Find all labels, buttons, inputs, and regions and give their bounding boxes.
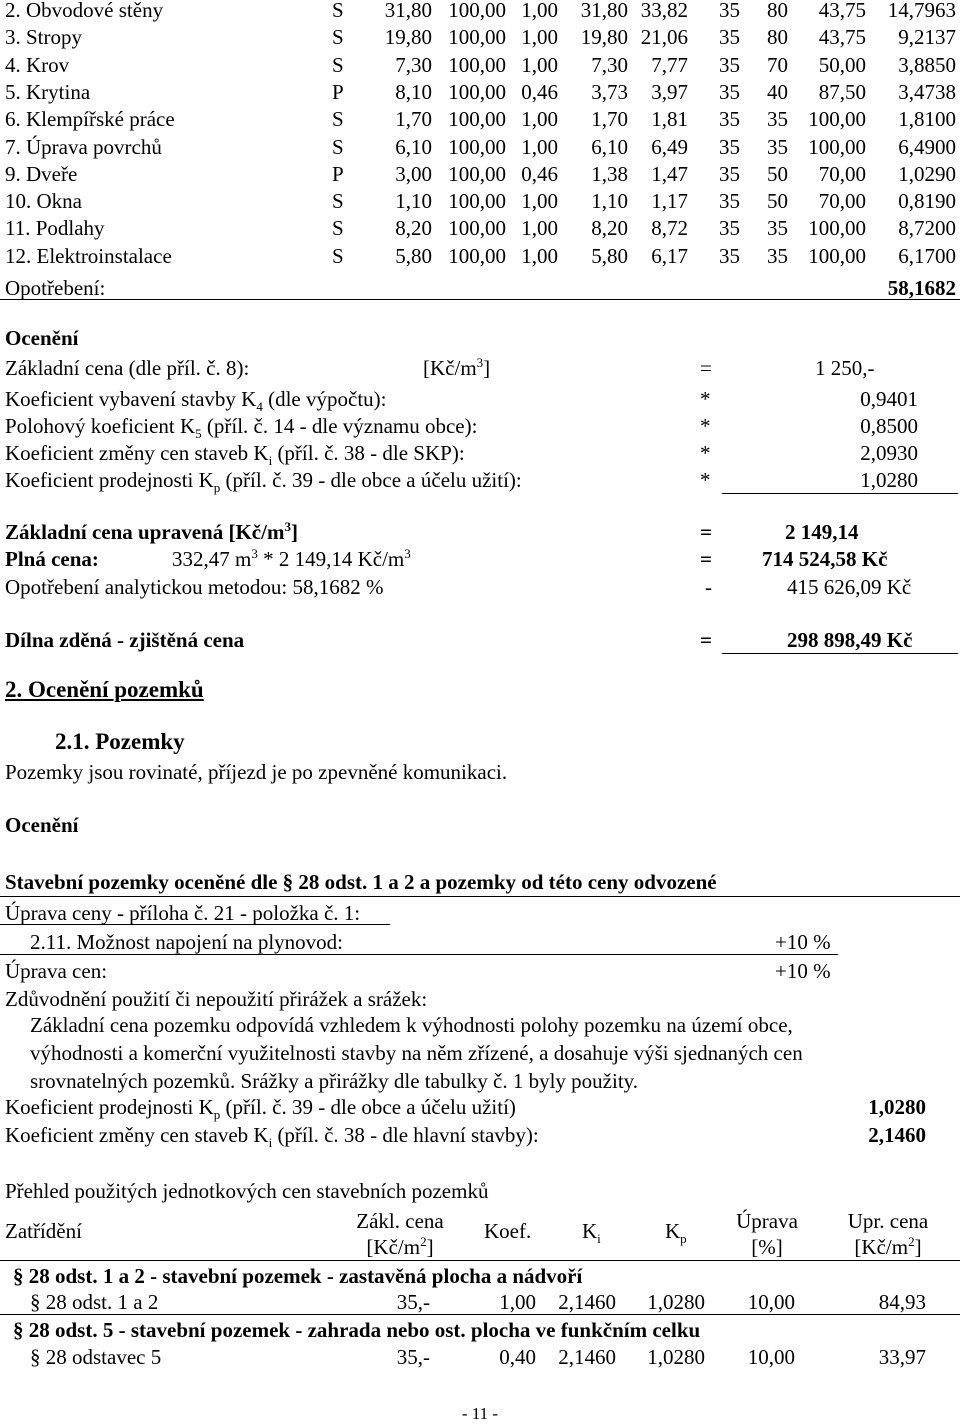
group-row-kp: 1,0280 — [647, 1290, 705, 1314]
element-row-c4: 1,70 — [591, 107, 628, 131]
ki-operator: * — [700, 441, 711, 465]
element-row-c3: 0,46 — [521, 162, 558, 186]
overview-header-divider — [0, 1260, 960, 1261]
kp-underline — [722, 493, 958, 494]
element-row-c6: 35 — [719, 107, 740, 131]
wear-value: 58,1682 — [887, 276, 956, 300]
ki-value: 2,0930 — [860, 441, 918, 465]
element-row-name: 11. Podlahy — [5, 216, 105, 240]
element-row-c4: 6,10 — [591, 135, 628, 159]
base-price-value: 1 250,- — [815, 356, 875, 380]
element-row-c9: 1,8100 — [898, 107, 956, 131]
element-row-c6: 35 — [719, 162, 740, 186]
element-row-c5: 6,17 — [651, 244, 688, 268]
element-row-c2: 100,00 — [448, 189, 506, 213]
element-row-name: 7. Úprava povrchů — [5, 135, 162, 159]
element-row-c7: 35 — [767, 216, 788, 240]
element-row-c2: 100,00 — [448, 53, 506, 77]
element-row-name: 12. Elektroinstalace — [5, 244, 172, 268]
full-price-operator: = — [700, 547, 712, 571]
element-row-c4: 1,10 — [591, 189, 628, 213]
group-row-ki: 2,1460 — [558, 1345, 616, 1369]
element-row-c4: 7,30 — [591, 53, 628, 77]
adjust-item-value: +10 % — [775, 930, 831, 954]
element-row-c9: 6,1700 — [898, 244, 956, 268]
element-row-c6: 35 — [719, 53, 740, 77]
element-row-c9: 0,8190 — [898, 189, 956, 213]
full-price-label: Plná cena: — [5, 547, 99, 571]
element-row-type: S — [332, 107, 344, 131]
element-row-c2: 100,00 — [448, 0, 506, 22]
element-row-c3: 1,00 — [521, 53, 558, 77]
adjusted-price-operator: = — [700, 520, 712, 544]
element-row-c3: 1,00 — [521, 135, 558, 159]
group-row-base: 35,- — [396, 1290, 430, 1314]
element-row-c6: 35 — [719, 0, 740, 22]
group-row-price: 33,97 — [878, 1345, 926, 1369]
element-row-c3: 1,00 — [521, 244, 558, 268]
col-header-kp: $K_p$ — [665, 1219, 687, 1247]
element-row-c9: 14,7963 — [887, 0, 956, 22]
element-row-c8: 87,50 — [818, 80, 866, 104]
justification-label: Zdůvodnění použití či nepoužití přirážek a srážek: — [5, 987, 428, 1011]
justification-line: Základní cena pozemku odpovídá vzhledem k výhodnosti polohy pozemku na území obce, — [30, 1013, 793, 1037]
element-row-c5: 8,72 — [651, 216, 688, 240]
base-price-unit: $[Kč/m^3]$ — [423, 355, 491, 380]
element-row-type: S — [332, 216, 344, 240]
element-row-type: S — [332, 53, 344, 77]
element-row-c2: 100,00 — [448, 80, 506, 104]
kp-label: Koeficient prodejnosti $K_p$ (příl. č. 39 - dle obce a účelu užití): — [5, 468, 522, 496]
group-row-adjust: 10,00 — [747, 1290, 795, 1314]
element-row-c4: 5,80 — [591, 244, 628, 268]
base-price-operator: = — [700, 356, 712, 380]
element-row-c5: 1,81 — [651, 107, 688, 131]
analytic-wear-value: 415 626,09 Kč — [787, 575, 912, 599]
element-row-c9: 3,8850 — [898, 53, 956, 77]
element-row-c3: 1,00 — [521, 0, 558, 22]
group-row-kp: 1,0280 — [647, 1345, 705, 1369]
element-row-c2: 100,00 — [448, 25, 506, 49]
element-row-c3: 1,00 — [521, 25, 558, 49]
element-row-c2: 100,00 — [448, 216, 506, 240]
base-price-label: Základní cena (dle příl. č. 8): — [5, 356, 250, 380]
element-row-c6: 35 — [719, 80, 740, 104]
full-price-value: 714 524,58 Kč — [762, 547, 888, 571]
group-row-coef: 1,00 — [499, 1290, 536, 1314]
analytic-wear-label: Opotřebení analytickou metodou: 58,1682 % — [5, 575, 384, 599]
group-row-label: § 28 odstavec 5 — [30, 1345, 162, 1369]
k4-label: Koeficient vybavení stavby $K_4$ (dle výpočtu): — [5, 387, 387, 415]
element-row-c8: 43,75 — [818, 0, 866, 22]
element-row-name: 3. Stropy — [5, 25, 83, 49]
element-row-name: 6. Klempířské práce — [5, 107, 175, 131]
adjust-total-label: Úprava cen: — [5, 959, 108, 983]
group-row-coef: 0,40 — [499, 1345, 536, 1369]
element-row-c9: 6,4900 — [898, 135, 956, 159]
element-row-c5: 33,82 — [640, 0, 688, 22]
element-row-c7: 80 — [767, 25, 788, 49]
element-row-c7: 70 — [767, 53, 788, 77]
element-row-c1: 3,00 — [395, 162, 432, 186]
element-row-c1: 31,80 — [384, 0, 432, 22]
adjusted-price-label: Základní cena upravená $[Kč/m^3]$ — [5, 519, 298, 544]
result-label: Dílna zděná - zjištěná cena — [5, 628, 245, 652]
element-row-c8: 100,00 — [808, 244, 866, 268]
group-title: § 28 odst. 1 a 2 - stavební pozemek - zastavěná plocha a nádvoří — [13, 1264, 583, 1288]
element-row-c4: 19,80 — [580, 25, 628, 49]
element-row-c8: 70,00 — [818, 162, 866, 186]
adjust-label: Úprava ceny - příloha č. 21 - položka č. 1: — [5, 901, 361, 925]
result-underline — [722, 653, 958, 654]
land-ki-value: 2,1460 — [868, 1123, 926, 1147]
element-row-name: 10. Okna — [5, 189, 82, 213]
k5-operator: * — [700, 414, 711, 438]
element-row-c2: 100,00 — [448, 135, 506, 159]
element-row-c8: 50,00 — [818, 53, 866, 77]
element-row-c4: 3,73 — [591, 80, 628, 104]
col-header-coef: Koef. — [484, 1219, 532, 1243]
group-row-ki: 2,1460 — [558, 1290, 616, 1314]
group-row-price: 84,93 — [878, 1290, 926, 1314]
element-row-c7: 80 — [767, 0, 788, 22]
adjust-item-label: 2.11. Možnost napojení na plynovod: — [30, 930, 344, 954]
element-row-c7: 35 — [767, 135, 788, 159]
element-row-c9: 9,2137 — [898, 25, 956, 49]
element-row-c1: 8,10 — [395, 80, 432, 104]
element-row-type: P — [332, 162, 344, 186]
element-row-c4: 1,38 — [591, 162, 628, 186]
analytic-wear-operator: - — [705, 575, 712, 599]
land-valuation-heading: Ocenění — [5, 813, 79, 837]
element-row-name: 4. Krov — [5, 53, 70, 77]
ki-label: Koeficient změny cen staveb $K_i$ (příl. č. 38 - dle SKP): — [5, 441, 465, 469]
result-operator: = — [700, 628, 712, 652]
adjust-underline — [0, 924, 390, 925]
element-row-type: S — [332, 0, 344, 22]
element-row-c3: 0,46 — [521, 80, 558, 104]
element-row-c6: 35 — [719, 135, 740, 159]
element-row-c8: 100,00 — [808, 216, 866, 240]
section-title: 2. Ocenění pozemků — [5, 677, 204, 702]
col-header-classification: Zatřídění — [5, 1219, 82, 1243]
col-header-adjusted-price: Upr. cena $[Kč/m^2]$ — [847, 1209, 929, 1260]
element-row-type: S — [332, 189, 344, 213]
element-row-c5: 7,77 — [651, 53, 688, 77]
element-row-c1: 19,80 — [384, 25, 432, 49]
col-header-adjust: Úprava [%] — [736, 1209, 798, 1260]
element-row-c4: 8,20 — [591, 216, 628, 240]
element-row-c1: 8,20 — [395, 216, 432, 240]
element-row-c2: 100,00 — [448, 244, 506, 268]
element-row-c9: 1,0290 — [898, 162, 956, 186]
element-row-c5: 1,47 — [651, 162, 688, 186]
element-row-c1: 5,80 — [395, 244, 432, 268]
land-ki-label: Koeficient změny cen staveb $K_i$ (příl. č. 38 - dle hlavní stavby): — [5, 1123, 539, 1151]
element-row-type: S — [332, 25, 344, 49]
element-row-c2: 100,00 — [448, 162, 506, 186]
element-row-c7: 50 — [767, 189, 788, 213]
element-row-c9: 3,4738 — [898, 80, 956, 104]
land-kp-value: 1,0280 — [868, 1095, 926, 1119]
land-title: Stavební pozemky oceněné dle § 28 odst. 1 a 2 a pozemky od této ceny odvozené — [5, 870, 717, 894]
element-row-c2: 100,00 — [448, 107, 506, 131]
element-row-c1: 6,10 — [395, 135, 432, 159]
element-row-type: S — [332, 244, 344, 268]
element-row-c5: 3,97 — [651, 80, 688, 104]
k5-value: 0,8500 — [860, 414, 918, 438]
k5-label: Polohový koeficient $K_5$ (příl. č. 14 - dle významu obce): — [5, 414, 478, 442]
element-row-c5: 21,06 — [640, 25, 688, 49]
k4-value: 0,9401 — [860, 387, 918, 411]
element-row-c9: 8,7200 — [898, 216, 956, 240]
wear-label: Opotřebení: — [5, 276, 106, 300]
element-row-c6: 35 — [719, 189, 740, 213]
justification-line: srovnatelných pozemků. Srážky a přirážky dle tabulky č. 1 byly použity. — [30, 1069, 639, 1093]
element-row-c7: 40 — [767, 80, 788, 104]
element-row-c6: 35 — [719, 25, 740, 49]
element-row-c1: 1,10 — [395, 189, 432, 213]
element-row-c7: 50 — [767, 162, 788, 186]
element-row-c5: 1,17 — [651, 189, 688, 213]
adjust-item-underline — [0, 954, 838, 955]
group-row-adjust: 10,00 — [747, 1345, 795, 1369]
kp-value: 1,0280 — [860, 468, 918, 492]
group-title: § 28 odst. 5 - stavební pozemek - zahrada nebo ost. plocha ve funkčním celku — [13, 1318, 701, 1342]
group-divider — [0, 1314, 960, 1315]
k4-operator: * — [700, 387, 711, 411]
col-header-ki: $K_i$ — [582, 1219, 601, 1247]
land-title-divider — [0, 896, 960, 897]
element-row-c8: 100,00 — [808, 135, 866, 159]
element-row-c1: 7,30 — [395, 53, 432, 77]
element-row-name: 9. Dveře — [5, 162, 78, 186]
element-row-name: 2. Obvodové stěny — [5, 0, 164, 22]
wear-divider — [0, 299, 960, 300]
land-kp-label: Koeficient prodejnosti $K_p$ (příl. č. 39 - dle obce a účelu užití) — [5, 1095, 516, 1123]
element-row-c5: 6,49 — [651, 135, 688, 159]
overview-title: Přehled použitých jednotkových cen stavebních pozemků — [5, 1179, 489, 1203]
group-row-label: § 28 odst. 1 a 2 — [30, 1290, 159, 1314]
element-row-c7: 35 — [767, 107, 788, 131]
page-number: - 11 - — [461, 1404, 499, 1423]
kp-operator: * — [700, 468, 711, 492]
element-row-c3: 1,00 — [521, 189, 558, 213]
section-description: Pozemky jsou rovinaté, příjezd je po zpevněné komunikaci. — [5, 760, 508, 784]
element-row-c3: 1,00 — [521, 216, 558, 240]
element-row-c4: 31,80 — [580, 0, 628, 22]
group-row-base: 35,- — [396, 1345, 430, 1369]
element-row-type: P — [332, 80, 344, 104]
element-row-c8: 70,00 — [818, 189, 866, 213]
element-row-type: S — [332, 135, 344, 159]
element-row-c6: 35 — [719, 216, 740, 240]
adjusted-price-value: 2 149,14 — [785, 520, 859, 544]
element-row-c1: 1,70 — [395, 107, 432, 131]
element-row-c6: 35 — [719, 244, 740, 268]
element-row-c8: 100,00 — [808, 107, 866, 131]
valuation-heading: Ocenění — [5, 326, 79, 350]
section-subtitle: 2.1. Pozemky — [55, 729, 185, 754]
adjust-total-value: +10 % — [775, 959, 831, 983]
full-price-formula: 332,47 $m^3 * 2$ 149,14 $Kč/m^3$ — [172, 546, 411, 571]
justification-line: výhodnosti a komerční využitelnosti stavby na něm zřízené, a dosahuje výši sjednaných cen — [30, 1041, 803, 1065]
col-header-base-price: Zákl. cena $[Kč/m^2]$ — [356, 1209, 444, 1260]
element-row-c3: 1,00 — [521, 107, 558, 131]
element-row-c8: 43,75 — [818, 25, 866, 49]
result-value: 298 898,49 Kč — [787, 628, 913, 652]
element-row-name: 5. Krytina — [5, 80, 91, 104]
element-row-c7: 35 — [767, 244, 788, 268]
